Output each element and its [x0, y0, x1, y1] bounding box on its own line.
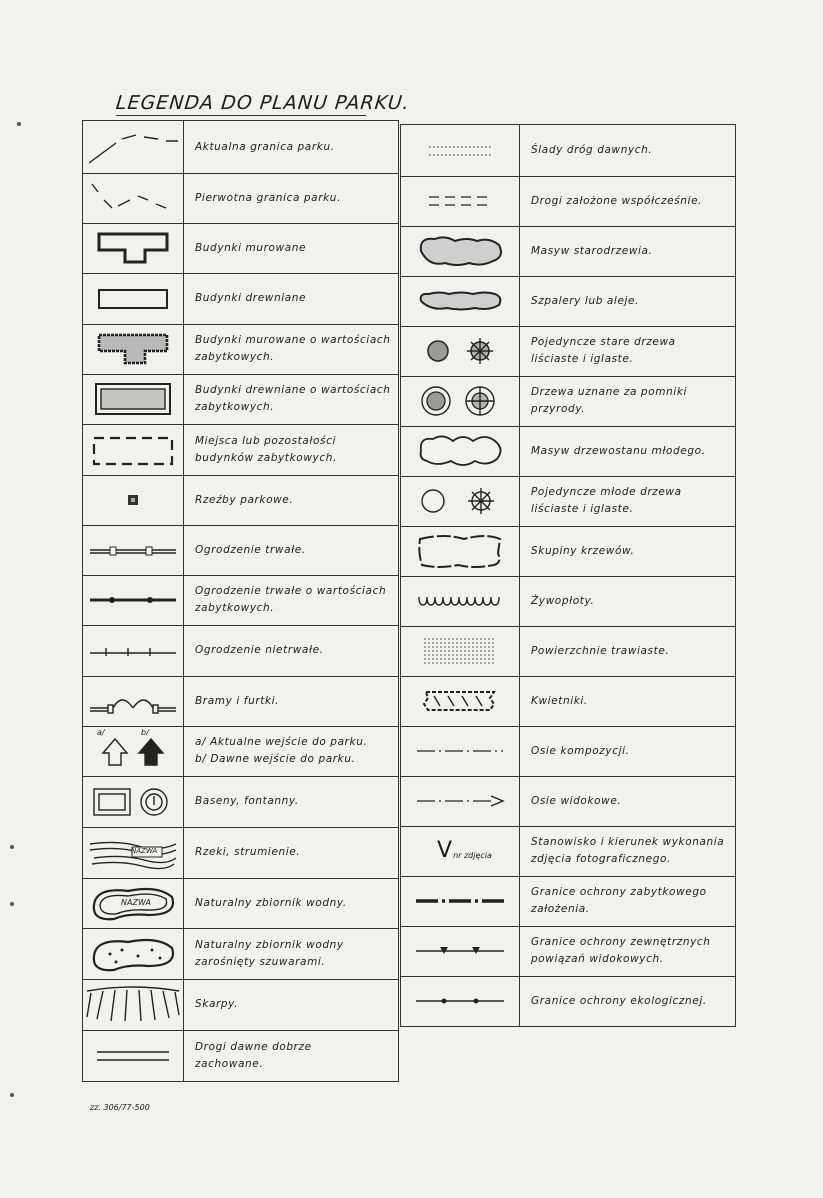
- legend-label: [195, 928, 392, 979]
- legend-label: [195, 424, 392, 475]
- legend-table-right: [400, 124, 736, 1027]
- legend-label-text: Żywopłoty.: [531, 594, 595, 607]
- legend-label-text: Rzeźby parkowe.: [195, 493, 294, 506]
- legend-label: [195, 827, 392, 878]
- legend-label-text: a/ Aktualne wejście do parku. b/ Dawne wejście do parku.: [195, 736, 368, 765]
- historic-brick-building-icon: [83, 324, 183, 374]
- legend-label-text: Rzeki, strumienie.: [195, 846, 301, 858]
- legend-label-text: Szpalery lub aleje.: [531, 294, 640, 307]
- legend-label: [531, 125, 729, 176]
- legend-label-text: Stanowisko i kierunek wykonania zdjęcia fotograficznego.: [531, 836, 725, 865]
- pond-name-label: NAZWA: [121, 898, 151, 907]
- legend-label-text: Ogrodzenie trwałe o wartościach zabytkowych.: [195, 585, 387, 614]
- legend-label-text: Miejsca lub pozostałości budynków zabytkowych.: [195, 434, 337, 464]
- entrance-marker-b: b/: [141, 728, 149, 737]
- legend-label-text: Budynki drewniane: [195, 292, 307, 304]
- ecological-protection-boundary-icon: [401, 976, 519, 1026]
- historic-fence-icon: [83, 575, 183, 625]
- legend-label-text: Baseny, fontanny.: [195, 795, 299, 807]
- legend-label: [195, 878, 392, 928]
- legend-label: [531, 226, 729, 276]
- legend-label-text: Osie kompozycji.: [531, 744, 630, 757]
- legend-label: [531, 376, 729, 426]
- legend-label: [531, 526, 729, 576]
- nature-monument-tree-icon: [401, 376, 519, 426]
- slope-icon: [83, 979, 183, 1030]
- legend-label: [531, 726, 729, 776]
- photo-v-mark-icon: V: [437, 838, 453, 863]
- wooden-building-icon: [83, 273, 183, 324]
- sculpture-icon: [83, 475, 183, 525]
- photo-number-label: nr zdjęcia: [453, 851, 492, 860]
- legend-label-text: Masyw drzewostanu młodego.: [531, 444, 706, 457]
- legend-label: [531, 426, 729, 476]
- legend-label-text: Budynki murowane: [195, 241, 307, 254]
- legend-label-text: Aktualna granica parku.: [195, 140, 335, 153]
- legend-label-text: Granice ochrony ekologicznej.: [531, 994, 707, 1007]
- old-road-preserved-icon: [83, 1030, 183, 1081]
- legend-label-text: Pierwotna granica parku.: [195, 191, 342, 204]
- shrub-group-icon: [401, 526, 519, 576]
- legend-label: [195, 374, 392, 424]
- legend-label-text: Granice ochrony zewnętrznych powiązań widokowych.: [531, 936, 711, 965]
- column-divider: [183, 121, 184, 1081]
- legend-label-text: Ogrodzenie nietrwałe.: [195, 644, 324, 656]
- legend-label: [531, 476, 729, 526]
- gate-icon: [83, 676, 183, 726]
- legend-label-text: Skarpy.: [195, 998, 239, 1010]
- legend-label: [531, 976, 729, 1026]
- margin-mark: [10, 902, 14, 906]
- legend-label-text: Drogi założone współcześnie.: [531, 194, 703, 207]
- view-protection-boundary-icon: [401, 926, 519, 976]
- legend-label: [195, 1030, 392, 1081]
- legend-label-text: Budynki murowane o wartościach zabytkowych.: [195, 334, 391, 363]
- legend-label: [195, 475, 392, 525]
- permanent-fence-icon: [83, 525, 183, 575]
- legend-label-text: Granice ochrony zabytkowego założenia.: [531, 886, 707, 915]
- historic-wooden-building-icon: [83, 374, 183, 424]
- legend-label: [531, 576, 729, 626]
- legend-label: [531, 926, 729, 976]
- legend-label: [531, 626, 729, 676]
- reed-pond-icon: [83, 928, 183, 979]
- grass-area-icon: [401, 626, 519, 676]
- old-tree-mass-icon: [401, 226, 519, 276]
- pool-fountain-icon: [83, 776, 183, 827]
- legend-label-text: Osie widokowe.: [531, 794, 622, 807]
- original-park-boundary-icon: [83, 173, 183, 223]
- legend-label: [195, 575, 392, 625]
- single-young-trees-icon: [401, 476, 519, 526]
- legend-label-text: Pojedyncze stare drzewa liściaste i iglaste.: [531, 336, 676, 365]
- legend-label: [531, 876, 729, 926]
- heritage-protection-boundary-icon: [401, 876, 519, 926]
- legend-label: [195, 625, 392, 676]
- legend-label-text: Masyw starodrzewia.: [531, 244, 653, 257]
- legend-label: [195, 726, 392, 776]
- legend-label: [531, 326, 729, 376]
- current-park-boundary-icon: [83, 121, 183, 173]
- legend-label-text: Bramy i furtki.: [195, 694, 280, 707]
- legend-label: [195, 223, 392, 273]
- footer-note: zz. 306/77-500: [90, 1103, 150, 1112]
- entrance-marker-a: a/: [97, 728, 105, 737]
- old-road-traces-icon: [401, 125, 519, 176]
- legend-label: [195, 676, 392, 726]
- legend-label-text: Drogi dawne dobrze zachowane.: [195, 1040, 312, 1070]
- legend-label: [195, 273, 392, 324]
- legend-label-text: Drzewa uznane za pomniki przyrody.: [531, 386, 688, 415]
- legend-label: [531, 176, 729, 226]
- legend-label: [531, 776, 729, 826]
- hedge-icon: [401, 576, 519, 626]
- legend-label: [195, 525, 392, 575]
- modern-road-icon: [401, 176, 519, 226]
- single-old-trees-icon: [401, 326, 519, 376]
- margin-mark: [10, 845, 14, 849]
- legend-label-text: Naturalny zbiornik wodny.: [195, 896, 347, 909]
- legend-label: [531, 276, 729, 326]
- legend-label-text: Kwietniki.: [531, 694, 588, 707]
- legend-label-text: Skupiny krzewów.: [531, 544, 635, 557]
- legend-title: LEGENDA DO PLANU PARKU.: [114, 92, 411, 114]
- legend-table-left: [82, 120, 399, 1082]
- flower-bed-icon: [401, 676, 519, 726]
- legend-label-text: Ogrodzenie trwałe.: [195, 543, 306, 556]
- legend-label-text: Ślady dróg dawnych.: [531, 144, 653, 156]
- legend-label: [195, 979, 392, 1030]
- composition-axis-icon: [401, 726, 519, 776]
- river-name-label: NAZWA: [131, 847, 158, 855]
- tree-alley-icon: [401, 276, 519, 326]
- margin-mark: [17, 122, 21, 126]
- legend-label: [531, 826, 729, 876]
- legend-label-text: Budynki drewniane o wartościach zabytkowych.: [195, 384, 391, 413]
- legend-label: [195, 121, 392, 173]
- title-underline: [116, 115, 366, 116]
- brick-building-icon: [83, 223, 183, 273]
- legend-label-text: Powierzchnie trawiaste.: [531, 644, 670, 657]
- legend-label: [531, 676, 729, 726]
- legend-label: [195, 776, 392, 827]
- margin-mark: [10, 1093, 14, 1097]
- building-remains-icon: [83, 424, 183, 475]
- photo-position-symbol: [437, 840, 492, 862]
- temporary-fence-icon: [83, 625, 183, 676]
- view-axis-icon: [401, 776, 519, 826]
- young-tree-mass-icon: [401, 426, 519, 476]
- legend-label-text: Naturalny zbiornik wodny zarośnięty szuwarami.: [195, 938, 344, 968]
- legend-label: [195, 324, 392, 374]
- legend-label-text: Pojedyncze młode drzewa liściaste i iglaste.: [531, 486, 682, 515]
- legend-label: [195, 173, 392, 223]
